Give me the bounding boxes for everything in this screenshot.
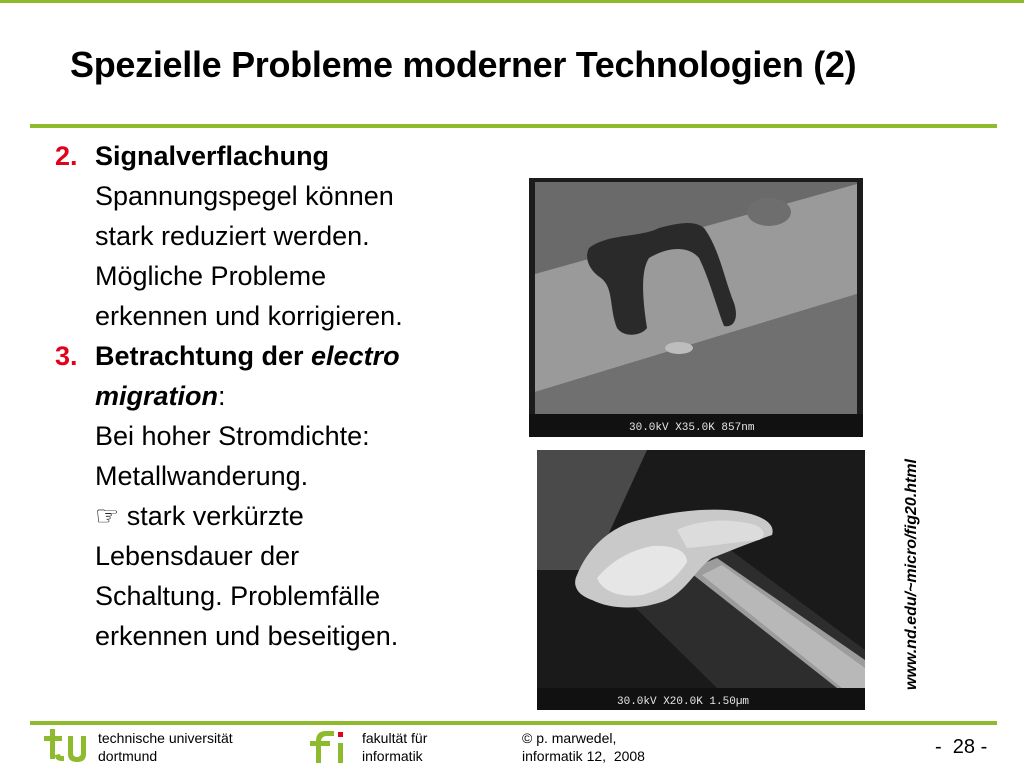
fi-logo bbox=[310, 727, 354, 765]
footer-author-line2: informatik 12, 2008 bbox=[522, 748, 645, 764]
item-line: Bei hoher Stromdichte: bbox=[95, 421, 370, 451]
footer-author bbox=[522, 729, 645, 765]
footer-university-line2: dortmund bbox=[98, 748, 158, 764]
slide-content bbox=[55, 136, 505, 656]
footer-faculty-line2: informatik bbox=[362, 748, 423, 764]
pointing-hand-icon: ☞ bbox=[95, 501, 120, 531]
item-heading-text: Betrachtung der bbox=[95, 341, 312, 371]
item-number: 3. bbox=[55, 341, 78, 371]
footer-author-line1: © p. marwedel, bbox=[522, 730, 617, 746]
item-line: erkennen und korrigieren. bbox=[95, 301, 403, 331]
item-line-pointer bbox=[95, 496, 505, 536]
title-underline bbox=[30, 124, 997, 128]
item-heading-italic: electro bbox=[311, 341, 400, 371]
source-caption: www.nd.edu/~micro/fig20.html bbox=[903, 459, 920, 690]
slide-title: Spezielle Probleme moderner Technologien (2) bbox=[70, 44, 857, 85]
item-line: Mögliche Probleme bbox=[95, 261, 327, 291]
item-heading-line2 bbox=[95, 376, 505, 416]
footer-line bbox=[30, 721, 997, 725]
list-item-signalverflachung bbox=[55, 136, 505, 336]
item-heading-italic: migration bbox=[95, 381, 219, 411]
item-line: Lebensdauer der bbox=[95, 541, 300, 571]
footer-university-line1: technische universität bbox=[98, 730, 233, 746]
footer-faculty bbox=[362, 729, 427, 765]
tu-logo bbox=[44, 727, 94, 765]
pointer-text: stark verkürzte bbox=[119, 501, 304, 531]
item-line: stark reduziert werden. bbox=[95, 221, 370, 251]
item-heading-colon: : bbox=[218, 381, 226, 411]
item-line: Spannungspegel können bbox=[95, 181, 394, 211]
sem-image-void bbox=[529, 178, 863, 437]
sem-image-extrusion bbox=[537, 450, 865, 710]
footer-faculty-line1: fakultät für bbox=[362, 730, 428, 746]
page-number: - 28 - bbox=[935, 736, 988, 758]
item-line: erkennen und beseitigen. bbox=[95, 621, 399, 651]
item-line: Metallwanderung. bbox=[95, 461, 309, 491]
list-item-electromigration bbox=[55, 336, 505, 656]
photo1-scale-label: 30.0kV X35.0K 857nm bbox=[629, 422, 755, 434]
item-heading-line1 bbox=[95, 336, 505, 376]
photo2-scale-label: 30.0kV X20.0K 1.50µm bbox=[617, 696, 750, 708]
item-number: 2. bbox=[55, 141, 78, 171]
item-line: Schaltung. Problemfälle bbox=[95, 581, 381, 611]
top-accent-line bbox=[0, 0, 1024, 3]
footer-university bbox=[98, 729, 233, 765]
item-heading: Signalverflachung bbox=[95, 141, 330, 171]
